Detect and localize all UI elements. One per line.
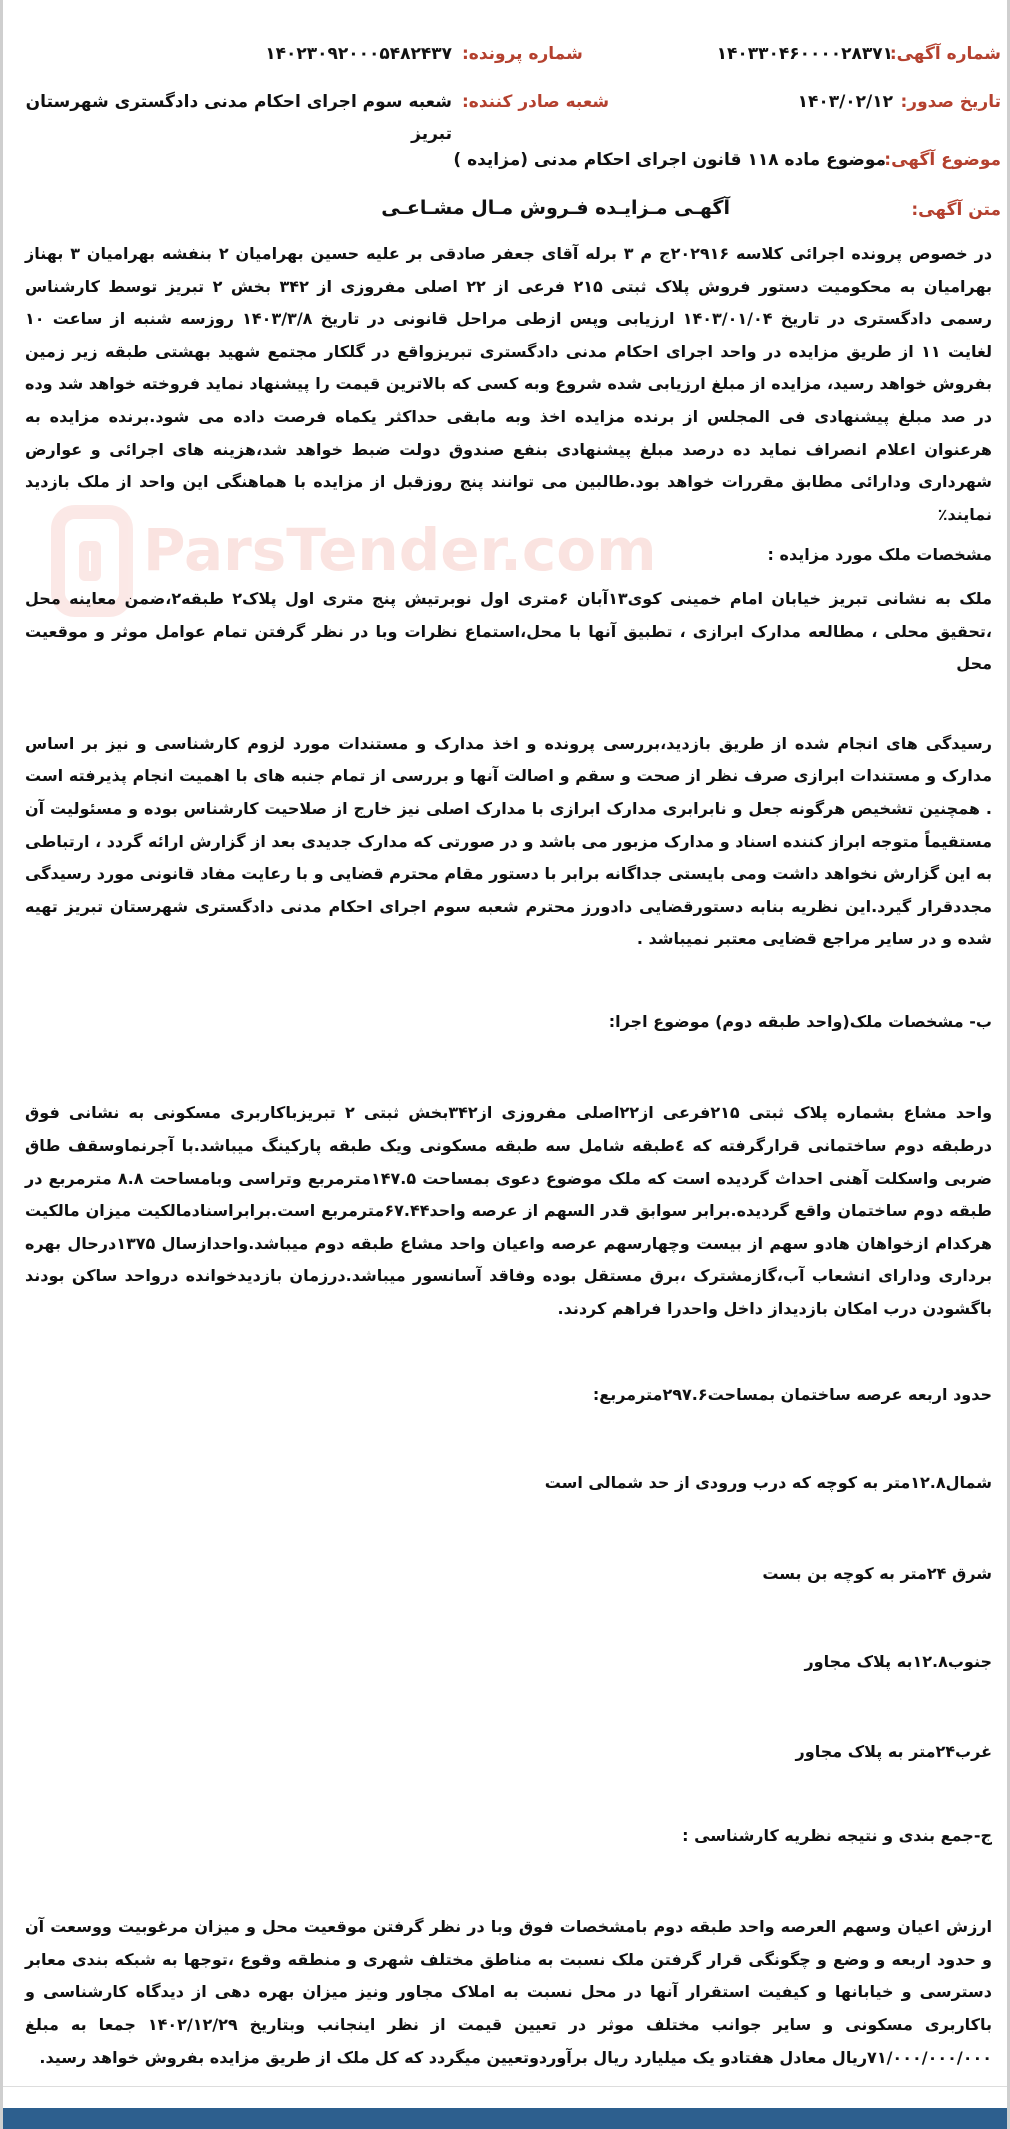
notice-body [25,238,992,2074]
property-heading: مشخصات ملک مورد مزایده : [767,545,992,565]
issuing-branch-value: شعبه سوم اجرای احکام مدنی دادگستری شهرستان تبریز [25,92,452,144]
intro-paragraph: در خصوص پرونده اجرائی کلاسه ۲۰۲۹۱۶ج م ۳ برله آقای جعفر صادقی بر علیه حسین بهرامیان ۲ بنفشه بهرامیان ۳ بهناز بهرامیان به محکومیت دستور فروش پلاک ثبتی ۲۱۵ فرعی از ۲۲ اصلی مفروزی از ۳۴۲ بخش ۲ تبریز توسط کارشناس رسمی دادگستری در تاریخ ۱۴۰۳/۰۱/۰۴ ارزیابی وپس ازطی مراحل قانونی در تاریخ ۱۴۰۳/۳/۸ روزسه شنبه از ساعت ۱۰ لغایت ۱۱ از طریق مزایده در واحد اجرای احکام مدنی دادگستری تبریزواقع در گلکار مجتمع شهید بهشتی طبقه زیر زمین بفروش خواهد رسید، مزایده از مبلغ ارزیابی شده شروع وبه کسی که بالاترین قیمت را پیشنهاد نماید فروخته خواهد شد وده در صد مبلغ پیشنهادی فی المجلس از برنده مزایده اخذ وبه مابقی حداکثر یکماه فرصت داده می شود.برنده مزایده به هرعنوان اعلام انصراف نماید ده درصد مبلغ پیشنهادی بنفع صندوق دولت ضبط خواهد شد،هزینه های اجرائی و عوارض شهرداری ودارائی مطابق مقررات خواهد بود.طالبین می توانند پنج روزقبل از مزایده با هماهنگی این واحد از ملک بازدید نمایند٪ [25,244,993,524]
file-number-label: شماره پرونده: [462,44,583,64]
boundary-south: جنوب۱۲.۸به پلاک مجاور [804,1652,992,1672]
boundaries-heading: حدود اربعه عرصه ساختمان بمساحت۲۹۷.۶مترمربع: [592,1384,992,1404]
section-c-paragraph: ارزش اعیان وسهم العرصه واحد طبقه دوم بامشخصات فوق وبا در نظر گرفتن موقعیت محل و میزان مرغوبیت ووسعت آن و حدود اربعه و وضع و چگونگی قرار گرفتن ملک نسبت به مناطق مختلف شهری و منطقه وقوع ،توجها به شبکه بندی معابر دسترسی و خیابانها و کیفیت استقرار آنها در محل نسبت به املاک مجاور ونیز میزان بهره دهی از دیدگاه کارشناسی و باکاربری مسکونی و سایر جوانب مختلف موثر در تعیین قیمت از نظر اینجانب وبتاریخ ۱۴۰۲/۱۲/۲۹ جمعا به مبلغ ۷۱/۰۰۰/۰۰۰/۰۰۰ریال معادل هفتادو یک میلیارد ریال برآوردوتعیین میگردد که کل ملک از طریق مزایده بفروش خواهد رسید. [25,1917,992,2067]
notice-title: آگهـی مـزایـده فـروش مـال مشـاعـی [381,197,730,219]
notice-text-label: متن آگهی: [911,200,1001,220]
section-b-heading: ب- مشخصات ملک(واحد طبقه دوم) موضوع اجرا: [608,1011,992,1031]
bottom-divider [3,2086,1007,2087]
boundary-east: شرق ۲۴متر به کوچه بن بست [762,1563,992,1583]
bottom-bar [3,2108,1007,2129]
watermark-text: ParsTender.com [143,516,657,584]
issue-date-label: تاریخ صدور: [900,92,1001,112]
notice-number-value: ۱۴۰۳۳۰۴۶۰۰۰۰۲۸۳۷۱ [716,44,893,64]
subject-label: موضوع آگهی: [884,150,1001,170]
file-number-value: ۱۴۰۲۳۰۹۲۰۰۰۵۴۸۲۴۳۷ [265,44,452,64]
subject-value: موضوع ماده ۱۱۸ قانون اجرای احکام مدنی (مزایده ) [453,150,886,170]
issuing-branch-label: شعبه صادر کننده: [462,92,610,112]
review-paragraph: رسیدگی های انجام شده از طریق بازدید،بررسی پرونده و اخذ مدارک و مستندات مورد لزوم کارشناسی و نیز بر اساس مدارک و مستندات ابرازی صرف نظر از صحت و سقم و اصالت آنها و بررسی از تمام جنبه های با اهمیت انجام پذیرفته است . همچنین تشخیص هرگونه جعل و نابرابری مدارک ابرازی با مدارک اصلی نیز خارج از صلاحیت کارشناس بوده و مسئولیت آن مستقیماً متوجه ابراز کننده اسناد و مدارک مزبور می باشد و در صورتی که مدارک جدیدی بعد از گزارش ارائه گردد ، ارتباطی به این گزارش نخواهد داشت ومی بایستی جداگانه برابر با دستور مقام محترم قضایی و با رعایت مفاد قانونی مورد رسیدگی مجددقرار گیرد.این نظریه بنابه دستورقضایی دادورز محترم شعبه سوم اجرای احکام مدنی دادگستری شهرستان تبریز تهیه شده و در سایر مراجع قضایی معتبر نمیباشد . [25,733,992,949]
section-c-heading: ج-جمع بندی و نتیجه نظریه کارشناسی : [682,1825,992,1845]
boundary-north: شمال۱۲.۸متر به کوچه که درب ورودی از حد شمالی است [544,1473,992,1493]
property-address-paragraph: ملک به نشانی تبریز خیابان امام خمینی کوی۱۳آبان ۶متری اول نوبرتیش پنج متری اول پلاک۲ طبقه۲،ضمن معاینه محل ،تحقیق محلی ، مطالعه مدارک ابرازی ، تطبیق آنها با محل،استماع نظرات وبا در نظر گرفتن تمام عوامل موثر و موقعیت محل [25,588,993,674]
notice-number-label: شماره آگهی: [889,44,1001,64]
issue-date-value: ۱۴۰۳/۰۲/۱۲ [797,92,893,112]
boundary-west: غرب۲۴متر به پلاک مجاور [795,1742,992,1761]
section-b-paragraph: واحد مشاع بشماره پلاک ثبتی ۲۱۵فرعی از۲۲اصلی مفروزی از۳۴۲بخش ثبتی ۲ تبریزباکاربری مسکونی به نشانی فوق درطبقه دوم ساختمانی قرارگرفته که ٤طبقه شامل سه طبقه مسکونی ویک طبقه پارکینگ میباشد.با آجرنماوسقف طاق ضربی واسکلت آهنی احداث گردیده است که ملک موضوع دعوی بمساحت ۱۴۷.۵مترمربع وتراسی وبامساحت ۸.۸ مترمربع در طبقه دوم ساختمان واقع گردیده.برابر سوابق قدر السهم از عرصه واحد۶۷.۴۴مترمربع است.برابراسنادمالکیت میزان مالکیت هرکدام ازخواهان هادو سهم از بیست وچهارسهم عرصه واعیان واحد مشاع طبقه دوم میباشد.واحدازسال ۱۳۷۵درحال بهره برداری ودارای انشعاب آب،گازمشترک ،برق مستقل بوده وفاقد آسانسور میباشد.درزمان بازدیدخوانده درواحد ساکن بودند باگشودن درب امکان بازدیداز داخل واحدرا فراهم کردند. [25,1103,993,1319]
